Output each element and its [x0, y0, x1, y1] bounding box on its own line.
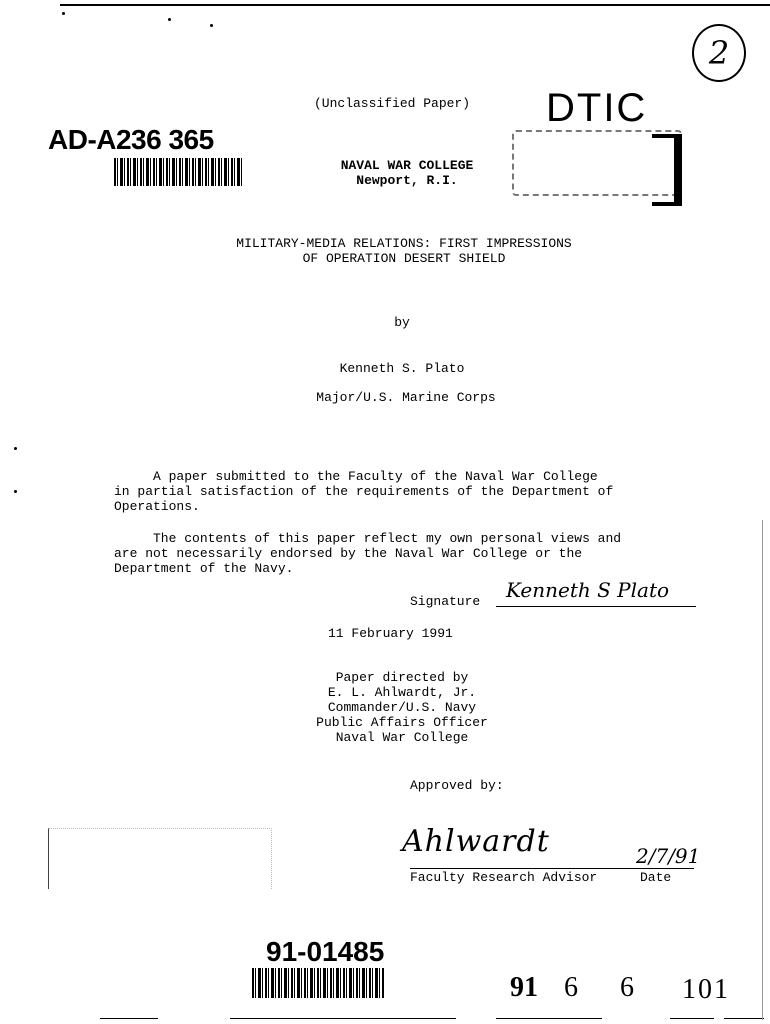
stamp-month: 6 — [564, 972, 578, 1003]
author-rank: Major/U.S. Marine Corps — [316, 390, 496, 405]
advisor-role-caption: Faculty Research Advisor — [410, 870, 598, 885]
director-line: Public Affairs Officer — [316, 715, 488, 730]
bottom-rule — [724, 1018, 764, 1019]
paper-title-line-1: MILITARY-MEDIA RELATIONS: FIRST IMPRESSIONS — [236, 236, 572, 251]
approved-by-label: Approved by: — [410, 778, 504, 793]
paragraph-line: are not necessarily endorsed by the Naval War College or the — [114, 546, 583, 561]
director-line: Naval War College — [335, 730, 469, 745]
right-edge-line — [762, 520, 763, 1020]
dtic-stamp-text: DTIC — [546, 86, 648, 130]
director-line: E. L. Ahlwardt, Jr. — [327, 685, 477, 700]
by-label: by — [394, 315, 410, 330]
bottom-rule — [670, 1018, 714, 1019]
paragraph-line: in partial satisfaction of the requirements of the Department of — [114, 484, 614, 499]
paragraph-line: Operations. — [114, 499, 200, 514]
accession-barcode — [252, 968, 384, 998]
signature-label: Signature — [410, 594, 481, 609]
accession-number: 91-01485 — [266, 936, 385, 967]
dtic-stamp-bracket — [652, 134, 682, 206]
scan-speck — [210, 24, 213, 27]
paragraph-submission — [114, 454, 613, 514]
paragraph-line: Department of the Navy. — [114, 561, 294, 576]
signature-line — [496, 606, 696, 607]
scan-speck — [168, 18, 171, 21]
paragraph-line: The contents of this paper reflect my own personal views and — [114, 531, 622, 546]
advisor-handwritten-date: 2/7/91 — [636, 844, 701, 868]
author-handwritten-signature: Kenneth S Plato — [506, 578, 670, 602]
advisor-handwritten-signature: Ahlwardt — [402, 824, 550, 859]
document-barcode — [114, 158, 244, 186]
document-number: AD-A236 365 — [48, 124, 214, 155]
top-border-line — [60, 4, 770, 6]
scan-artifact-box — [48, 828, 272, 889]
approval-date-caption: Date — [640, 870, 672, 885]
director-line: Paper directed by — [335, 670, 469, 685]
paper-date: 11 February 1991 — [328, 626, 453, 641]
stamp-day: 6 — [620, 972, 634, 1003]
paragraph-line: A paper submitted to the Faculty of the Naval War College — [114, 469, 598, 484]
bottom-rule — [496, 1018, 602, 1019]
stamp-year: 91 — [510, 972, 538, 1003]
author-name: Kenneth S. Plato — [339, 361, 465, 376]
paper-title-line-2: OF OPERATION DESERT SHIELD — [302, 251, 506, 266]
footer-stamp — [508, 972, 748, 1012]
institution-location: Newport, R.I. — [356, 173, 458, 188]
approval-signature-line — [410, 868, 694, 869]
bottom-rule — [100, 1018, 158, 1019]
scan-speck — [14, 447, 17, 450]
director-block — [290, 670, 514, 745]
stamp-sequence: 101 — [682, 974, 730, 1005]
director-line: Commander/U.S. Navy — [327, 700, 477, 715]
handwritten-number: 2 — [708, 34, 730, 72]
bottom-rule — [230, 1018, 456, 1019]
institution-name: NAVAL WAR COLLEGE — [340, 158, 474, 173]
scan-speck — [14, 490, 17, 493]
handwritten-circled-number — [692, 24, 746, 82]
scan-speck — [62, 12, 65, 15]
classification-label: (Unclassified Paper) — [314, 96, 471, 111]
paragraph-disclaimer — [114, 516, 621, 576]
